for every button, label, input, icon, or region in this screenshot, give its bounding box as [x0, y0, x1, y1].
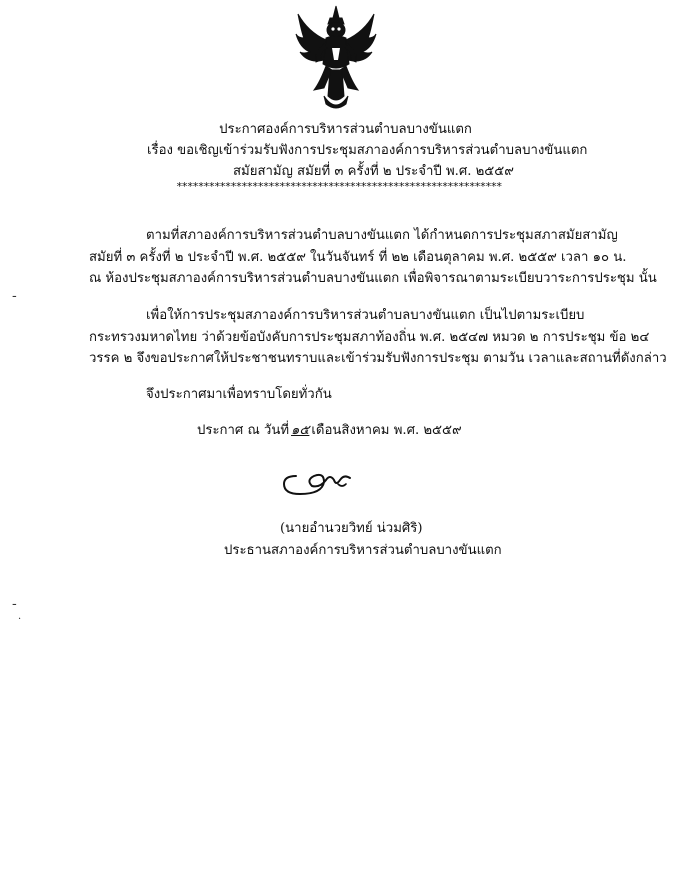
- signatory-name: (นายอำนวยวิทย์ น่วมศิริ): [280, 521, 423, 536]
- paragraph-2-line-2: กระทรวงมหาดไทย ว่าด้วยข้อบังคับการประชุมสภาท้องถิ่น พ.ศ. ๒๕๔๗ หมวด ๒ การประชุม ข้อ ๒๔: [89, 330, 650, 345]
- paragraph-2-line-3: วรรค ๒ จึงขอประกาศให้ประชาชนทราบและเข้าร่วมรับฟังการประชุม ตามวัน เวลาและสถานที่ดังกล่าว: [89, 351, 667, 366]
- date-prefix: ประกาศ ณ วันที่: [197, 423, 290, 438]
- paragraph-1-line-3: ณ ห้องประชุมสภาองค์การบริหารส่วนตำบลบางขันแตก เพื่อพิจารณาตามระเบียบวาระการประชุม นั้น: [89, 271, 657, 286]
- paragraph-1-line-2: สมัยที่ ๓ ครั้งที่ ๒ ประจำปี พ.ศ. ๒๕๕๙ ในวันจันทร์ ที่ ๒๒ เดือนตุลาคม พ.ศ. ๒๕๕๙ เวลา ๑๐ น.: [89, 250, 627, 265]
- scan-mark: -: [12, 596, 17, 612]
- closing-line: จึงประกาศมาเพื่อทราบโดยทั่วกัน: [146, 387, 332, 402]
- paragraph-1-line-1: ตามที่สภาองค์การบริหารส่วนตำบลบางขันแตก ได้กำหนดการประชุมสภาสมัยสามัญ: [146, 228, 618, 243]
- scan-mark: -: [12, 288, 17, 304]
- date-suffix: เดือนสิงหาคม พ.ศ. ๒๕๕๙: [311, 423, 462, 438]
- paragraph-2-line-1: เพื่อให้การประชุมสภาองค์การบริหารส่วนตำบลบางขันแตก เป็นไปตามระเบียบ: [146, 308, 585, 323]
- announcement-date: [197, 422, 462, 439]
- date-day-handwritten: ๑๕: [291, 423, 310, 438]
- notice-title: ประกาศองค์การบริหารส่วนตำบลบางขันแตก: [219, 122, 472, 137]
- separator-stars: ************************************************************: [176, 180, 502, 193]
- signatory-position: ประธานสภาองค์การบริหารส่วนตำบลบางขันแตก: [224, 543, 502, 558]
- notice-subject: เรื่อง ขอเชิญเข้าร่วมรับฟังการประชุมสภาองค์การบริหารส่วนตำบลบางขันแตก: [147, 143, 588, 158]
- garuda-emblem: [294, 4, 378, 114]
- notice-session: สมัยสามัญ สมัยที่ ๓ ครั้งที่ ๒ ประจำปี พ.ศ. ๒๕๕๙: [233, 164, 514, 179]
- handwritten-signature: [278, 462, 370, 502]
- scan-mark: ·: [18, 614, 22, 625]
